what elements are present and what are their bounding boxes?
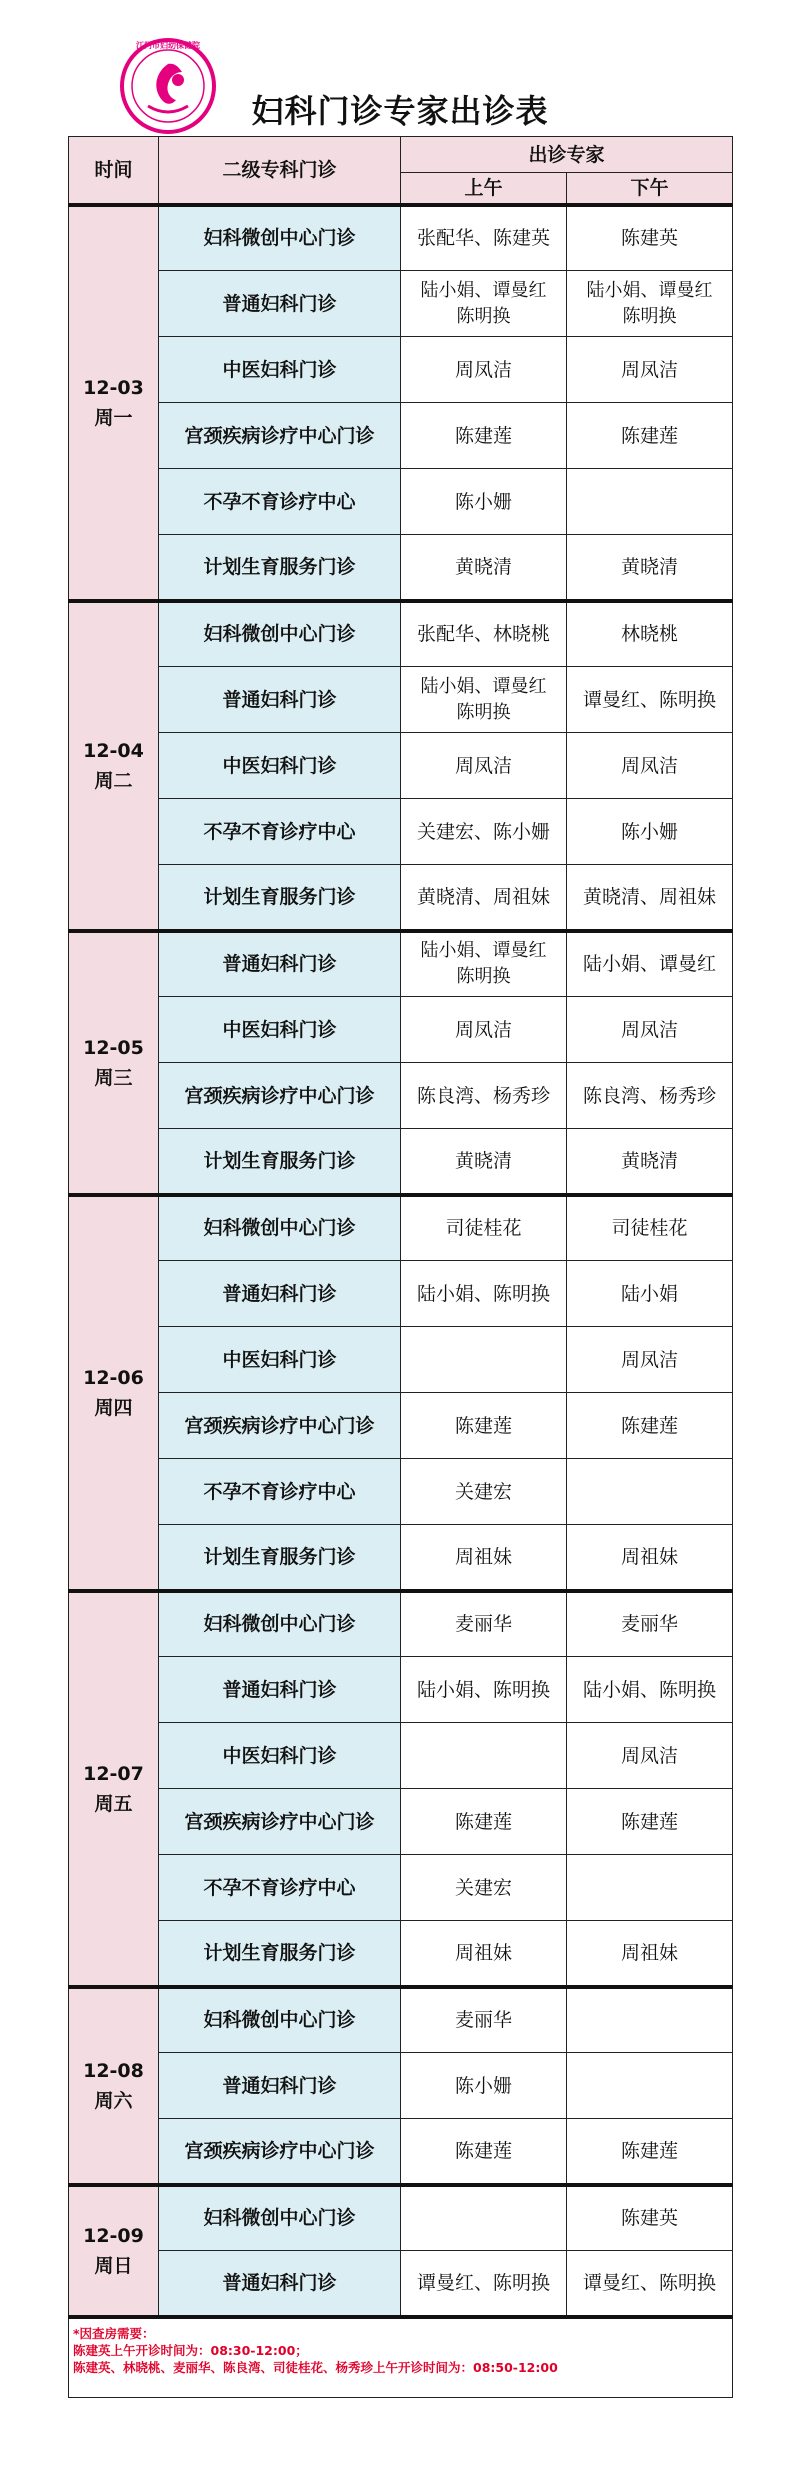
am-expert: 麦丽华 [401,1591,567,1657]
pm-expert: 麦丽华 [567,1591,733,1657]
am-expert: 陆小娟、谭曼红 陈明换 [401,271,567,337]
am-expert: 黄晓清 [401,1129,567,1195]
table-row [69,1195,733,1261]
date-label: 12-04 [83,739,144,762]
table-row [69,799,733,865]
pm-expert: 陆小娟 [567,1261,733,1327]
am-expert: 陈建莲 [401,1393,567,1459]
header-experts: 出诊专家 [401,137,733,173]
table-row [69,469,733,535]
clinic-name: 普通妇科门诊 [159,931,401,997]
am-expert [401,2185,567,2251]
clinic-name: 计划生育服务门诊 [159,1921,401,1987]
am-expert: 周凤洁 [401,997,567,1063]
clinic-name: 中医妇科门诊 [159,733,401,799]
header-time: 时间 [69,137,159,205]
clinic-name: 计划生育服务门诊 [159,865,401,931]
clinic-name: 妇科微创中心门诊 [159,601,401,667]
am-expert: 麦丽华 [401,1987,567,2053]
am-expert [401,1327,567,1393]
pm-expert: 陈建英 [567,2185,733,2251]
clinic-name: 宫颈疾病诊疗中心门诊 [159,1789,401,1855]
clinic-name: 计划生育服务门诊 [159,1525,401,1591]
am-expert: 张配华、陈建英 [401,205,567,271]
clinic-name: 不孕不育诊疗中心 [159,1855,401,1921]
am-expert: 关建宏、陈小姗 [401,799,567,865]
clinic-name: 妇科微创中心门诊 [159,2185,401,2251]
logo-text: 江门市妇幼保健院 [136,41,200,50]
clinic-name: 普通妇科门诊 [159,271,401,337]
table-row [69,1591,733,1657]
date-label: 12-05 [83,1036,144,1059]
clinic-name: 计划生育服务门诊 [159,535,401,601]
am-expert: 黄晓清、周祖妹 [401,865,567,931]
table-row [69,2053,733,2119]
table-row [69,601,733,667]
clinic-name: 妇科微创中心门诊 [159,1591,401,1657]
notes-cell [69,2317,733,2398]
pm-expert: 陆小娟、陈明换 [567,1657,733,1723]
am-expert: 陈小姗 [401,469,567,535]
date-label: 12-07 [83,1762,144,1785]
pm-expert: 周凤洁 [567,1327,733,1393]
am-expert: 陆小娟、陈明换 [401,1261,567,1327]
weekday-label: 周四 [94,1396,133,1419]
am-expert: 张配华、林晓桃 [401,601,567,667]
note-line: 陈建英、林晓桃、麦丽华、陈良湾、司徒桂花、杨秀珍上午开诊时间为：08:50-12:00 [73,2359,558,2375]
am-expert: 陈小姗 [401,2053,567,2119]
table-row [69,1393,733,1459]
am-expert: 陈建莲 [401,1789,567,1855]
table-row [69,1327,733,1393]
table-row [69,1987,733,2053]
am-expert: 周祖妹 [401,1525,567,1591]
day-cell [69,1591,159,1987]
clinic-name: 中医妇科门诊 [159,1723,401,1789]
am-expert: 陆小娟、谭曼红 陈明换 [401,667,567,733]
pm-expert: 谭曼红、陈明换 [567,667,733,733]
table-row [69,1855,733,1921]
pm-expert: 陈建英 [567,205,733,271]
pm-expert: 陈建莲 [567,1393,733,1459]
pm-expert: 陆小娟、谭曼红 [567,931,733,997]
clinic-name: 中医妇科门诊 [159,997,401,1063]
clinic-name: 妇科微创中心门诊 [159,205,401,271]
pm-expert: 陈建莲 [567,1789,733,1855]
weekday-label: 周六 [94,2089,133,2112]
am-expert: 陆小娟、陈明换 [401,1657,567,1723]
table-row [69,1063,733,1129]
clinic-name: 宫颈疾病诊疗中心门诊 [159,403,401,469]
clinic-name: 中医妇科门诊 [159,337,401,403]
date-label: 12-06 [83,1366,144,1389]
header-am: 上午 [401,173,567,205]
pm-expert: 陈建莲 [567,2119,733,2185]
am-expert: 陈建莲 [401,403,567,469]
note-line: 陈建英上午开诊时间为：08:30-12:00； [73,2342,308,2358]
schedule-table [68,136,733,2398]
pm-expert: 林晓桃 [567,601,733,667]
schedule-body [69,205,733,2317]
clinic-name: 妇科微创中心门诊 [159,1987,401,2053]
pm-expert [567,1459,733,1525]
table-row [69,2119,733,2185]
pm-expert: 周祖妹 [567,1921,733,1987]
table-row [69,1459,733,1525]
am-expert: 周凤洁 [401,733,567,799]
table-row [69,1525,733,1591]
clinic-name: 普通妇科门诊 [159,2251,401,2317]
pm-expert [567,469,733,535]
pm-expert: 司徒桂花 [567,1195,733,1261]
am-expert [401,1723,567,1789]
clinic-name: 普通妇科门诊 [159,667,401,733]
pm-expert: 谭曼红、陈明换 [567,2251,733,2317]
table-row [69,931,733,997]
table-row [69,337,733,403]
pm-expert: 陈建莲 [567,403,733,469]
table-row [69,1261,733,1327]
date-label: 12-03 [83,376,144,399]
table-row [69,2251,733,2317]
pm-expert: 黄晓清 [567,535,733,601]
am-expert: 周祖妹 [401,1921,567,1987]
clinic-name: 妇科微创中心门诊 [159,1195,401,1261]
note-line: *因查房需要： [73,2325,155,2341]
day-cell [69,601,159,931]
am-expert: 谭曼红、陈明换 [401,2251,567,2317]
am-expert: 黄晓清 [401,535,567,601]
pm-expert: 陈小姗 [567,799,733,865]
table-row [69,271,733,337]
pm-expert: 黄晓清、周祖妹 [567,865,733,931]
table-row [69,1723,733,1789]
clinic-name: 普通妇科门诊 [159,1261,401,1327]
pm-expert [567,1987,733,2053]
clinic-name: 宫颈疾病诊疗中心门诊 [159,1063,401,1129]
clinic-name: 宫颈疾病诊疗中心门诊 [159,2119,401,2185]
table-row [69,865,733,931]
table-row [69,1921,733,1987]
table-row [69,403,733,469]
clinic-name: 宫颈疾病诊疗中心门诊 [159,1393,401,1459]
day-cell [69,1195,159,1591]
weekday-label: 周二 [94,769,133,792]
pm-expert: 周祖妹 [567,1525,733,1591]
pm-expert [567,2053,733,2119]
table-row [69,997,733,1063]
header-clinic: 二级专科门诊 [159,137,401,205]
pm-expert: 陈良湾、杨秀珍 [567,1063,733,1129]
date-label: 12-08 [83,2059,144,2082]
pm-expert: 黄晓清 [567,1129,733,1195]
pm-expert: 周凤洁 [567,733,733,799]
am-expert: 关建宏 [401,1855,567,1921]
am-expert: 关建宏 [401,1459,567,1525]
pm-expert: 陆小娟、谭曼红 陈明换 [567,271,733,337]
page-title: 妇科门诊专家出诊表 [251,92,549,130]
table-row [69,733,733,799]
clinic-name: 普通妇科门诊 [159,2053,401,2119]
am-expert: 陆小娟、谭曼红 陈明换 [401,931,567,997]
weekday-label: 周五 [94,1792,133,1815]
weekday-label: 周三 [94,1066,133,1089]
am-expert: 陈建莲 [401,2119,567,2185]
header-pm: 下午 [567,173,733,205]
table-row [69,1129,733,1195]
clinic-name: 普通妇科门诊 [159,1657,401,1723]
clinic-name: 不孕不育诊疗中心 [159,1459,401,1525]
clinic-name: 不孕不育诊疗中心 [159,799,401,865]
clinic-name: 中医妇科门诊 [159,1327,401,1393]
table-row [69,667,733,733]
weekday-label: 周日 [94,2254,133,2277]
day-cell [69,2185,159,2317]
table-row [69,1657,733,1723]
table-row [69,535,733,601]
table-row [69,205,733,271]
am-expert: 陈良湾、杨秀珍 [401,1063,567,1129]
day-cell [69,931,159,1195]
am-expert: 周凤洁 [401,337,567,403]
am-expert: 司徒桂花 [401,1195,567,1261]
pm-expert: 周凤洁 [567,997,733,1063]
clinic-name: 计划生育服务门诊 [159,1129,401,1195]
pm-expert: 周凤洁 [567,1723,733,1789]
weekday-label: 周一 [94,406,133,429]
pm-expert [567,1855,733,1921]
date-label: 12-09 [83,2224,144,2247]
day-cell [69,1987,159,2185]
table-row [69,2185,733,2251]
clinic-name: 不孕不育诊疗中心 [159,469,401,535]
pm-expert: 周凤洁 [567,337,733,403]
table-row [69,1789,733,1855]
day-cell [69,205,159,601]
